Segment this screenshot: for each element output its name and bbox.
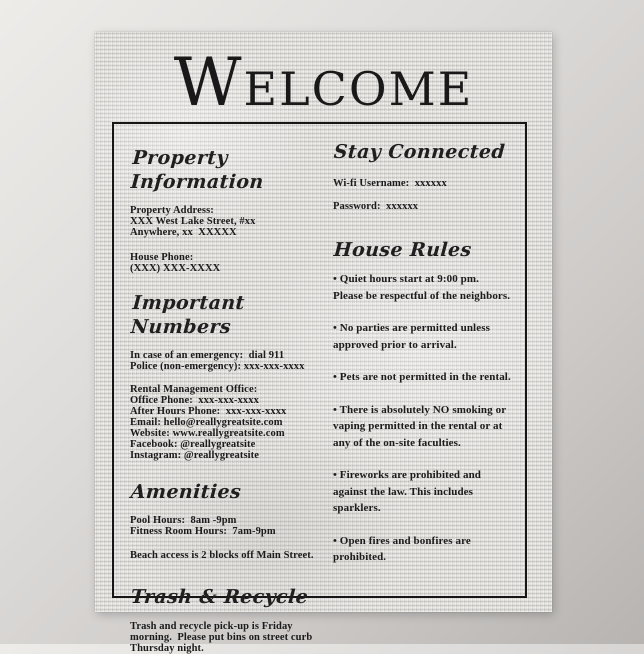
house-rule-no-pets: • Pets are not permitted in the rental. bbox=[333, 371, 511, 383]
facebook-line: Facebook: @reallygreatsite bbox=[130, 439, 256, 450]
left-column bbox=[130, 124, 332, 654]
trash-recycle-heading: Trash & Recycle bbox=[130, 586, 309, 608]
wifi-password: Password: xxxxxx bbox=[333, 201, 419, 212]
trash-recycle-body: Trash and recycle pick-up is Friday morning. Please put bins on street curb Thursday night. bbox=[130, 621, 315, 654]
address-label: Property Address: bbox=[130, 205, 214, 216]
house-phone-value: (XXX) XXX-XXXX bbox=[130, 263, 221, 274]
house-rule-no-open-fires: • Open fires and bonfires are prohibited. bbox=[333, 534, 474, 563]
address-line2: Anywhere, xx XXXXX bbox=[130, 227, 237, 238]
address-line1: XXX West Lake Street, #xx bbox=[130, 216, 256, 227]
police-line: Police (non-emergency): xxx-xxx-xxxx bbox=[130, 361, 305, 372]
beach-access: Beach access is 2 blocks off Main Street. bbox=[130, 550, 314, 561]
website-line: Website: www.reallygreatsite.com bbox=[130, 428, 285, 439]
amenities-hours-block bbox=[130, 515, 332, 537]
house-rule-no-parties: • No parties are permitted unless approved prior to arrival. bbox=[333, 322, 493, 351]
after-hours-phone: After Hours Phone: xxx-xxx-xxxx bbox=[130, 406, 287, 417]
house-rule-no-smoking: • There is absolutely NO smoking or vaping permitted in the rental or at any of the on-site faculties. bbox=[333, 403, 509, 449]
instagram-line: Instagram: @reallygreatsite bbox=[130, 450, 260, 461]
house-rules-heading: House Rules bbox=[333, 239, 473, 261]
house-rule-no-fireworks: • Fireworks are prohibited and against the law. This includes sparklers. bbox=[333, 469, 484, 514]
house-rules-list bbox=[333, 271, 511, 566]
right-column bbox=[333, 124, 511, 582]
emergency-block bbox=[130, 350, 332, 372]
welcome-poster bbox=[95, 32, 552, 654]
beach-access-block bbox=[130, 550, 332, 561]
important-numbers-heading: Important Numbers bbox=[130, 292, 246, 338]
house-phone-label: House Phone: bbox=[130, 252, 194, 263]
pool-hours: Pool Hours: 8am -9pm bbox=[130, 515, 237, 526]
house-phone-block bbox=[130, 252, 332, 274]
poster-inner-border bbox=[112, 122, 527, 654]
house-rule-quiet-hours: • Quiet hours start at 9:00 pm. Please be respectful of the neighbors. bbox=[333, 273, 511, 302]
wifi-username: Wi-fi Username: xxxxxx bbox=[333, 178, 447, 189]
poster-title: Welcome bbox=[173, 44, 474, 121]
office-phone: Office Phone: xxx-xxx-xxxx bbox=[130, 395, 259, 406]
wifi-password-block bbox=[333, 201, 511, 212]
emergency-line: In case of an emergency: dial 911 bbox=[130, 350, 285, 361]
rental-office-block bbox=[130, 384, 332, 461]
email-line: Email: hello@reallygreatsite.com bbox=[130, 417, 283, 428]
office-label: Rental Management Office: bbox=[130, 384, 258, 395]
stay-connected-heading: Stay Connected bbox=[333, 141, 506, 163]
property-address-block bbox=[130, 205, 332, 238]
fitness-hours: Fitness Room Hours: 7am-9pm bbox=[130, 526, 276, 537]
amenities-heading: Amenities bbox=[130, 481, 242, 503]
wifi-username-block bbox=[333, 178, 511, 189]
property-information-heading: Property Information bbox=[130, 147, 265, 193]
